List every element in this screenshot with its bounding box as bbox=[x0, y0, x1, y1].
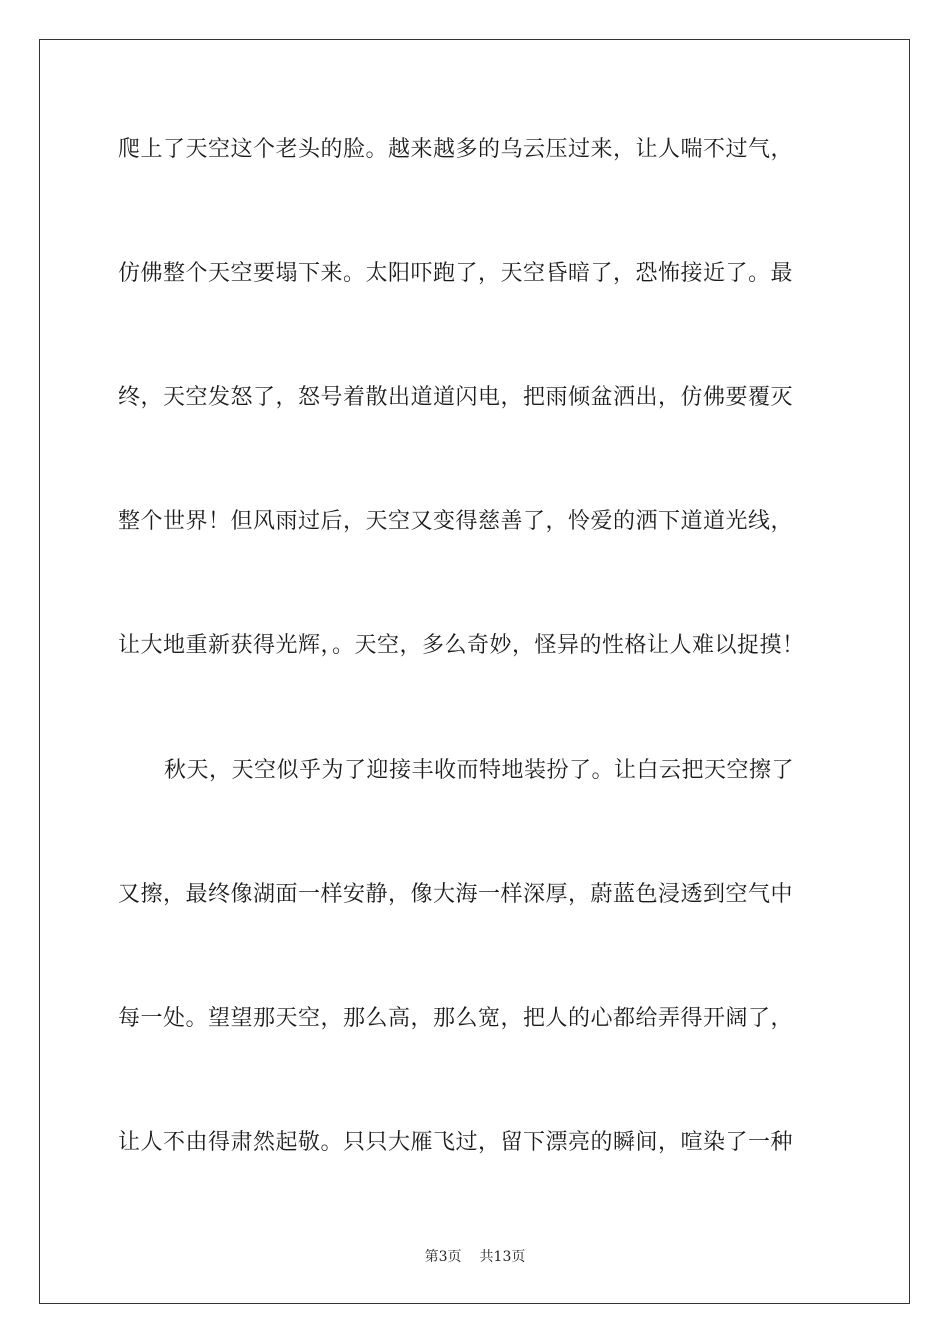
text-line: 每一处。望望那天空，那么高，那么宽，把人的心都给弄得开阔了， bbox=[118, 1006, 794, 1031]
text-line: 又擦，最终像湖面一样安静，像大海一样深厚，蔚蓝色浸透到空气中 bbox=[118, 882, 794, 907]
page-number: 第3页 bbox=[424, 1249, 462, 1265]
text-line: 终，天空发怒了，怒号着散出道道闪电，把雨倾盆洒出，仿佛要覆灭 bbox=[118, 385, 794, 410]
page-total: 共13页 bbox=[479, 1249, 526, 1265]
page-footer bbox=[0, 1247, 950, 1267]
text-line: 让人不由得肃然起敬。只只大雁飞过，留下漂亮的瞬间，喧染了一种 bbox=[118, 1130, 794, 1155]
text-line: 整个世界！但风雨过后，天空又变得慈善了，怜爱的洒下道道光线， bbox=[118, 509, 794, 534]
text-line: 让大地重新获得光辉，。天空，多么奇妙，怪异的性格让人难以捉摸！ bbox=[118, 633, 805, 658]
text-line: 爬上了天空这个老头的脸。越来越多的乌云压过来，让人喘不过气， bbox=[118, 137, 794, 162]
page-frame bbox=[39, 39, 910, 1304]
text-line: 仿佛整个天空要塌下来。太阳吓跑了，天空昏暗了，恐怖接近了。最 bbox=[118, 261, 794, 286]
paragraph-first-line: 秋天，天空似乎为了迎接丰收而特地装扮了。让白云把天空擦了 bbox=[164, 758, 795, 783]
